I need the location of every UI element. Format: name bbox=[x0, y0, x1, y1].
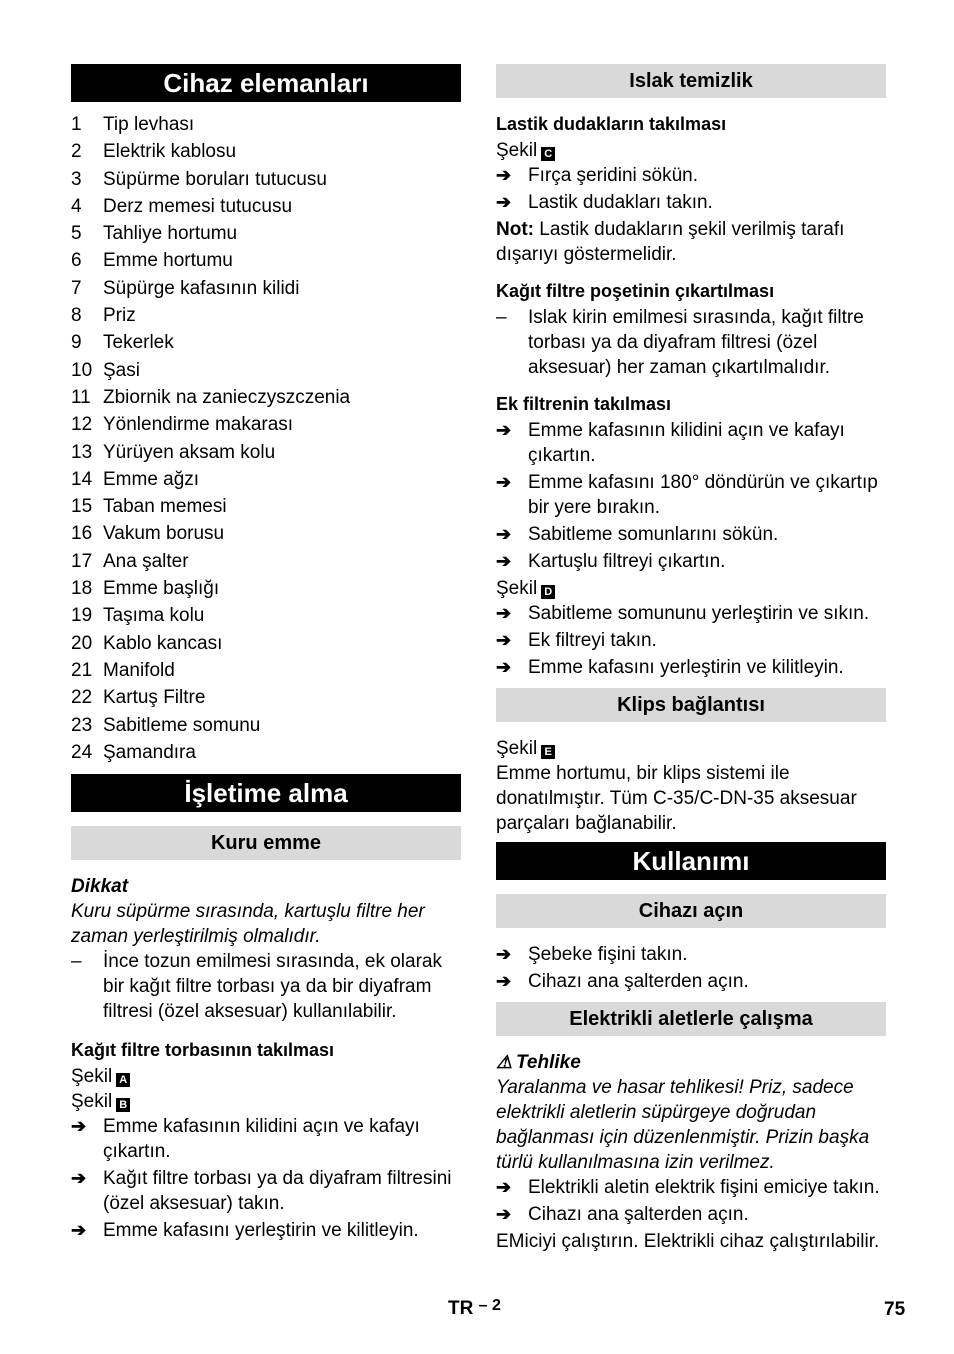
heading-lips: Lastik dudakların takılması bbox=[496, 114, 727, 134]
component-label: Taban memesi bbox=[103, 496, 227, 518]
figure-ref-d bbox=[496, 576, 886, 601]
step-item bbox=[496, 1175, 886, 1200]
note bbox=[496, 217, 886, 267]
arrow-right-icon: ➔ bbox=[496, 603, 512, 623]
component-number: 14 bbox=[71, 468, 93, 490]
component-item bbox=[71, 712, 461, 739]
component-number: 13 bbox=[71, 441, 93, 463]
component-number: 9 bbox=[71, 332, 82, 354]
component-item bbox=[71, 166, 461, 193]
component-item bbox=[71, 329, 461, 356]
step-item bbox=[71, 1218, 461, 1243]
component-number: 8 bbox=[71, 305, 82, 327]
arrow-right-icon: ➔ bbox=[496, 630, 512, 650]
step-text: Ek filtreyi takın. bbox=[528, 630, 657, 651]
section-title-use: Kullanımı bbox=[496, 842, 886, 880]
step-item bbox=[496, 942, 886, 967]
component-label: Vakum borusu bbox=[103, 523, 225, 545]
arrow-right-icon: ➔ bbox=[496, 1177, 512, 1197]
component-label: Yönlendirme makarası bbox=[103, 414, 294, 436]
heading-bag-install: Kağıt filtre torbasının takılması bbox=[71, 1040, 335, 1061]
note-label: Not: bbox=[496, 219, 534, 240]
component-number: 4 bbox=[71, 195, 82, 217]
step-item bbox=[71, 1114, 461, 1164]
step-text: Kartuşlu filtreyi çıkartın. bbox=[528, 551, 726, 572]
figure-e-icon: E bbox=[541, 745, 555, 759]
component-item bbox=[71, 739, 461, 766]
step-text: Cihazı ana şalterden açın. bbox=[528, 1204, 749, 1225]
arrow-right-icon: ➔ bbox=[496, 524, 512, 544]
arrow-right-icon: ➔ bbox=[496, 1204, 512, 1224]
component-item bbox=[71, 684, 461, 711]
step-item bbox=[496, 601, 886, 626]
footer-lang-code: TR bbox=[448, 1298, 474, 1319]
component-label: Emme hortumu bbox=[103, 250, 233, 272]
note-text: Lastik dudakların şekil verilmiş tarafı dışarıyı göstermelidir. bbox=[496, 219, 845, 265]
figure-label: Şekil bbox=[496, 738, 538, 759]
component-item bbox=[71, 602, 461, 629]
subsection-switch-on: Cihazı açın bbox=[496, 894, 886, 928]
component-label: Elektrik kablosu bbox=[103, 141, 237, 163]
component-label: Sabitleme somunu bbox=[103, 714, 261, 736]
bag-remove-text: Islak kirin emilmesi sırasında, kağıt filtre torbası ya da diyafram filtresi (özel aksesuar) her zaman çıkartılmalıdır. bbox=[528, 307, 864, 378]
step-item bbox=[496, 522, 886, 547]
step-text: Emme kafasını yerleştirin ve kilitleyin. bbox=[103, 1220, 419, 1242]
component-number: 1 bbox=[71, 114, 82, 135]
arrow-right-icon: ➔ bbox=[496, 551, 512, 571]
step-text: Sabitleme somununu yerleştirin ve sıkın. bbox=[528, 603, 870, 624]
footer-subpage: – 2 bbox=[478, 1297, 501, 1314]
right-column bbox=[496, 64, 886, 1254]
step-text: Emme kafasını yerleştirin ve kilitleyin. bbox=[528, 657, 844, 678]
component-number: 16 bbox=[71, 523, 93, 545]
component-number: 23 bbox=[71, 714, 93, 736]
component-number: 15 bbox=[71, 496, 93, 518]
component-number: 18 bbox=[71, 578, 93, 600]
figure-d-icon: D bbox=[541, 585, 555, 599]
figure-label: Şekil bbox=[71, 1066, 113, 1088]
component-number: 10 bbox=[71, 359, 93, 381]
component-item bbox=[71, 111, 461, 138]
component-number: 24 bbox=[71, 741, 93, 763]
step-item bbox=[496, 1202, 886, 1227]
arrow-right-icon: ➔ bbox=[496, 657, 512, 677]
step-item bbox=[496, 628, 886, 653]
component-number: 3 bbox=[71, 168, 82, 190]
step-item bbox=[496, 969, 886, 994]
subsection-wet-cleaning: Islak temizlik bbox=[496, 64, 886, 98]
step-text: Emme kafasının kilidini açın ve kafayı çıkartın. bbox=[528, 420, 845, 466]
dash-marker: – bbox=[71, 951, 82, 973]
component-label: Süpürme boruları tutucusu bbox=[103, 168, 327, 190]
power-tools-steps bbox=[496, 1175, 886, 1227]
component-number: 6 bbox=[71, 250, 82, 272]
arrow-right-icon: ➔ bbox=[496, 192, 512, 212]
components-list bbox=[71, 111, 461, 766]
figure-b-icon: B bbox=[116, 1098, 130, 1112]
heading-bag-remove: Kağıt filtre poşetinin çıkartılması bbox=[496, 281, 775, 301]
danger-heading bbox=[496, 1050, 886, 1075]
figure-ref-b bbox=[71, 1089, 461, 1114]
figure-a-icon: A bbox=[116, 1073, 130, 1087]
component-item bbox=[71, 275, 461, 302]
extra-filter-steps-2 bbox=[496, 601, 886, 680]
step-text: Cihazı ana şalterden açın. bbox=[528, 971, 749, 992]
switch-on-steps bbox=[496, 942, 886, 994]
figure-ref-a bbox=[71, 1064, 461, 1089]
component-label: Ana şalter bbox=[103, 550, 189, 572]
figure-c-icon: C bbox=[541, 147, 555, 161]
component-item bbox=[71, 630, 461, 657]
component-label: Kartuş Filtre bbox=[103, 687, 206, 709]
component-number: 5 bbox=[71, 223, 82, 245]
component-label: Emme başlığı bbox=[103, 578, 220, 600]
danger-text: Yaralanma ve hasar tehlikesi! Priz, sadece elektrikli aletlerin süpürgeye doğrudan bağlanması için düzenlenmiştir. Prizin başka türlü kullanılmasına izin verilmez. bbox=[496, 1077, 870, 1173]
component-item bbox=[71, 247, 461, 274]
heading-extra-filter: Ek filtrenin takılması bbox=[496, 394, 672, 414]
step-item bbox=[496, 163, 886, 188]
footer-language bbox=[448, 1297, 501, 1320]
arrow-right-icon: ➔ bbox=[496, 472, 512, 492]
dry-note-item bbox=[71, 949, 461, 1024]
arrow-right-icon: ➔ bbox=[71, 1116, 87, 1137]
component-number: 2 bbox=[71, 141, 82, 163]
component-item bbox=[71, 439, 461, 466]
component-label: Şamandıra bbox=[103, 741, 196, 763]
step-item bbox=[496, 549, 886, 574]
component-number: 17 bbox=[71, 550, 93, 572]
tools-text: EMiciyi çalıştırın. Elektrikli cihaz çalıştırılabilir. bbox=[496, 1231, 880, 1252]
component-item bbox=[71, 193, 461, 220]
step-text: Kağıt filtre torbası ya da diyafram filtresini (özel aksesuar) takın. bbox=[103, 1168, 452, 1215]
component-label: Tahliye hortumu bbox=[103, 223, 238, 245]
component-item bbox=[71, 357, 461, 384]
dry-note-text: İnce tozun emilmesi sırasında, ek olarak bir kağıt filtre torbası ya da bir diyafram filtresi (özel aksesuar) kullanılabilir. bbox=[103, 951, 442, 1023]
component-number: 11 bbox=[71, 386, 91, 408]
extra-filter-steps bbox=[496, 418, 886, 574]
step-item bbox=[496, 470, 886, 520]
component-label: Priz bbox=[103, 305, 136, 327]
component-item bbox=[71, 657, 461, 684]
step-text: Fırça şeridini sökün. bbox=[528, 165, 699, 186]
warning-icon: ⚠ bbox=[496, 1052, 513, 1072]
page-number: 75 bbox=[884, 1299, 906, 1320]
component-item bbox=[71, 466, 461, 493]
component-label: Taşıma kolu bbox=[103, 605, 205, 627]
component-item bbox=[71, 548, 461, 575]
bag-install-steps bbox=[71, 1114, 461, 1243]
step-item bbox=[496, 190, 886, 215]
figure-label: Şekil bbox=[496, 140, 538, 161]
step-item bbox=[71, 1166, 461, 1216]
component-label: Emme ağzı bbox=[103, 468, 200, 490]
component-item bbox=[71, 138, 461, 165]
figure-label: Şekil bbox=[71, 1091, 113, 1113]
caution-text: Kuru süpürme sırasında, kartuşlu filtre her zaman yerleştirilmiş olmalıdır. bbox=[71, 901, 425, 948]
component-label: Zbiornik na zanieczyszczenia bbox=[103, 386, 351, 408]
component-item bbox=[71, 575, 461, 602]
component-item bbox=[71, 302, 461, 329]
step-item bbox=[496, 655, 886, 680]
component-item bbox=[71, 411, 461, 438]
component-item bbox=[71, 220, 461, 247]
subsection-dry-suction: Kuru emme bbox=[71, 826, 461, 860]
step-text: Emme kafasını 180° döndürün ve çıkartıp bir yere bırakın. bbox=[528, 472, 878, 518]
lips-steps bbox=[496, 163, 886, 215]
subsection-power-tools: Elektrikli aletlerle çalışma bbox=[496, 1002, 886, 1036]
component-number: 12 bbox=[71, 414, 93, 436]
component-label: Derz memesi tutucusu bbox=[103, 195, 293, 217]
component-label: Manifold bbox=[103, 659, 175, 681]
component-item bbox=[71, 493, 461, 520]
component-label: Tip levhası bbox=[103, 114, 195, 135]
figure-ref-c bbox=[496, 138, 886, 163]
component-number: 21 bbox=[71, 659, 93, 681]
step-text: Lastik dudakları takın. bbox=[528, 192, 713, 213]
component-label: Tekerlek bbox=[103, 332, 174, 354]
clip-text: Emme hortumu, bir klips sistemi ile donatılmıştır. Tüm C-35/C-DN-35 aksesuar parçaları bağlanabilir. bbox=[496, 763, 857, 834]
component-label: Şasi bbox=[103, 359, 140, 381]
arrow-right-icon: ➔ bbox=[71, 1168, 87, 1189]
figure-label: Şekil bbox=[496, 578, 538, 599]
arrow-right-icon: ➔ bbox=[496, 165, 512, 185]
danger-label: Tehlike bbox=[516, 1052, 581, 1073]
component-label: Süpürge kafasının kilidi bbox=[103, 277, 300, 299]
step-text: Şebeke fişini takın. bbox=[528, 944, 688, 965]
component-number: 19 bbox=[71, 605, 93, 627]
section-title-components: Cihaz elemanları bbox=[71, 64, 461, 102]
step-text: Elektrikli aletin elektrik fişini emiciye takın. bbox=[528, 1177, 880, 1198]
component-item bbox=[71, 520, 461, 547]
section-title-startup: İşletime alma bbox=[71, 774, 461, 812]
caution-label: Dikkat bbox=[71, 876, 129, 898]
step-item bbox=[496, 418, 886, 468]
arrow-right-icon: ➔ bbox=[496, 971, 512, 991]
subsection-clip: Klips bağlantısı bbox=[496, 688, 886, 722]
component-number: 22 bbox=[71, 687, 93, 709]
left-column bbox=[71, 64, 461, 1245]
step-text: Sabitleme somunlarını sökün. bbox=[528, 524, 779, 545]
dash-marker: – bbox=[496, 307, 507, 328]
component-number: 7 bbox=[71, 277, 82, 299]
component-number: 20 bbox=[71, 632, 93, 654]
component-label: Yürüyen aksam kolu bbox=[103, 441, 276, 463]
component-label: Kablo kancası bbox=[103, 632, 223, 654]
arrow-right-icon: ➔ bbox=[71, 1220, 87, 1241]
figure-ref-e bbox=[496, 736, 886, 761]
arrow-right-icon: ➔ bbox=[496, 944, 512, 964]
bag-remove-item bbox=[496, 305, 886, 380]
component-item bbox=[71, 384, 461, 411]
arrow-right-icon: ➔ bbox=[496, 420, 512, 440]
step-text: Emme kafasının kilidini açın ve kafayı çıkartın. bbox=[103, 1116, 420, 1163]
